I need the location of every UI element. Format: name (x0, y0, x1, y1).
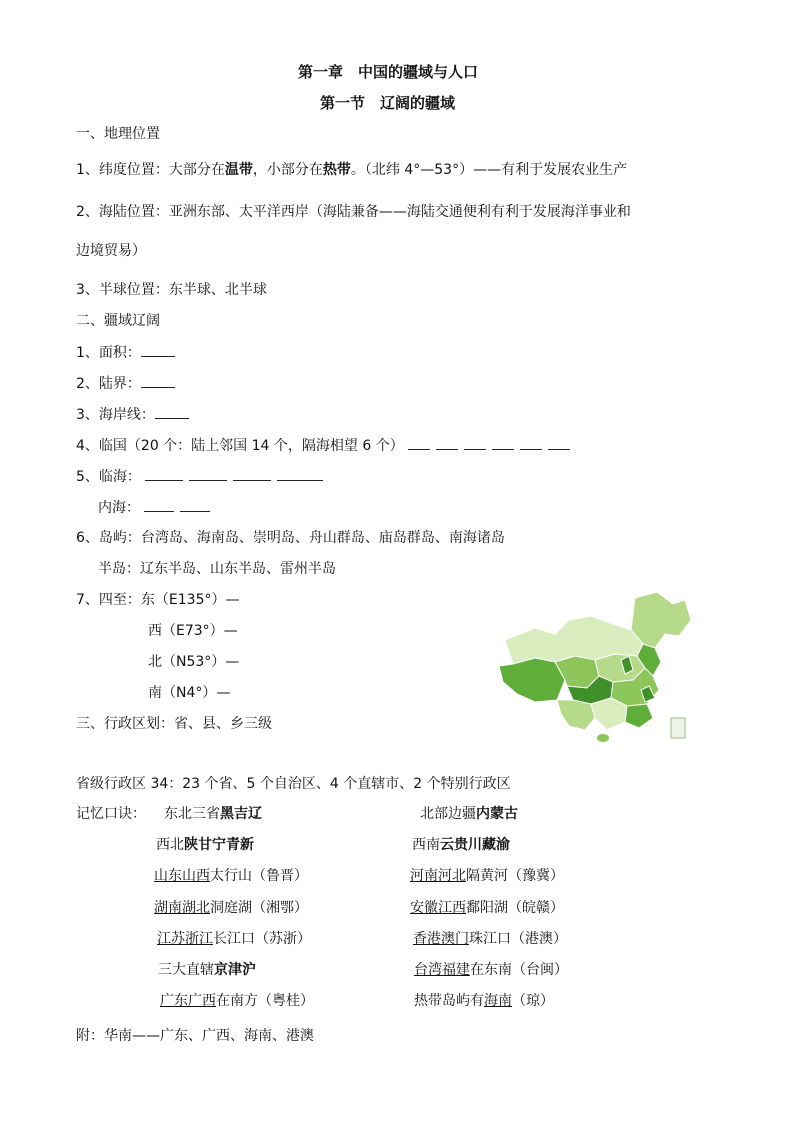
latitude-line: 1、纬度位置：大部分在温带，小部分在热带。（北纬 4°—53°）——有利于发展农业生产 (76, 162, 628, 178)
mnemonic-southwest: 西南云贵川藏渝 (412, 837, 510, 853)
islands-line: 6、岛屿：台湾岛、海南岛、崇明岛、舟山群岛、庙岛群岛、南海诸岛 (76, 530, 505, 546)
mnemonic-north: 北部边疆内蒙古 (420, 806, 518, 822)
extreme-east: 7、四至：东（E135°）— (76, 592, 240, 608)
extreme-west: 西（E73°）— (148, 623, 238, 639)
mnemonic-guangdong-guangxi: 广东广西在南方（粤桂） (160, 993, 314, 1009)
neighbor-blank[interactable] (464, 435, 486, 450)
provinces-line: 省级行政区 34：23 个省、5 个自治区、4 个直辖市、2 个特别行政区 (76, 776, 511, 792)
sea-land-line2: 边境贸易） (76, 243, 146, 259)
coastline-blank[interactable] (155, 404, 189, 419)
sea-blank[interactable] (189, 466, 227, 481)
china-map-icon (495, 590, 695, 742)
hemisphere-line: 3、半球位置：东半球、北半球 (76, 282, 267, 298)
mnemonic-shandong-shanxi: 山东山西太行山（鲁晋） (154, 868, 308, 884)
mnemonic-municipalities: 三大直辖京津沪 (158, 962, 256, 978)
coastline-line: 3、海岸线： (76, 404, 195, 425)
sea-blank[interactable] (277, 466, 323, 481)
page-title-chapter: 第一章 中国的疆域与人口 (298, 63, 479, 81)
mnemonic-hk-macau: 香港澳门珠江口（港澳） (413, 931, 567, 947)
mnemonic-label: 记忆口诀： (76, 806, 146, 822)
appendix-line: 附：华南——广东、广西、海南、港澳 (76, 1028, 314, 1044)
peninsulas-line: 半岛：辽东半岛、山东半岛、雷州半岛 (98, 561, 336, 577)
page-title-section: 第一节 辽阔的疆域 (320, 94, 456, 112)
heading-admin: 三、行政区划：省、县、乡三级 (76, 716, 272, 732)
land-border-line: 2、陆界： (76, 373, 181, 394)
heading-location: 一、地理位置 (76, 126, 160, 142)
inland-sea-line: 内海： (98, 497, 216, 518)
inland-sea-blank[interactable] (180, 497, 210, 512)
extreme-north: 北（N53°）— (148, 654, 240, 670)
mnemonic-henan-hebei: 河南河北隔黄河（豫冀） (410, 868, 564, 884)
mnemonic-northeast: 东北三省黑吉辽 (164, 806, 262, 822)
neighbor-blank[interactable] (408, 435, 430, 450)
mnemonic-taiwan-fujian: 台湾福建在东南（台闽） (414, 962, 568, 978)
seas-line: 5、临海： (76, 466, 329, 487)
inland-sea-blank[interactable] (144, 497, 174, 512)
mnemonic-northwest: 西北陕甘宁青新 (156, 837, 254, 853)
sea-blank[interactable] (233, 466, 271, 481)
neighbor-blank[interactable] (520, 435, 542, 450)
sea-blank[interactable] (145, 466, 183, 481)
mnemonic-anhui-jiangxi: 安徽江西鄱阳湖（皖赣） (410, 900, 564, 916)
land-border-blank[interactable] (141, 373, 175, 388)
neighbor-blank[interactable] (548, 435, 570, 450)
neighbor-blank[interactable] (492, 435, 514, 450)
mnemonic-hunan-hubei: 湖南湖北洞庭湖（湘鄂） (154, 900, 308, 916)
neighbor-blank[interactable] (436, 435, 458, 450)
neighbors-line: 4、临国（20 个：陆上邻国 14 个，隔海相望 6 个） (76, 435, 576, 456)
mnemonic-jiangsu-zhejiang: 江苏浙江长江口（苏浙） (157, 931, 311, 947)
heading-territory: 二、疆域辽阔 (76, 313, 160, 329)
area-blank[interactable] (141, 342, 175, 357)
sea-land-line1: 2、海陆位置：亚洲东部、太平洋西岸（海陆兼备——海陆交通便利有利于发展海洋事业和 (76, 204, 631, 220)
extreme-south: 南（N4°）— (148, 685, 231, 701)
area-line: 1、面积： (76, 342, 181, 363)
mnemonic-hainan: 热带岛屿有海南（琼） (414, 993, 554, 1009)
